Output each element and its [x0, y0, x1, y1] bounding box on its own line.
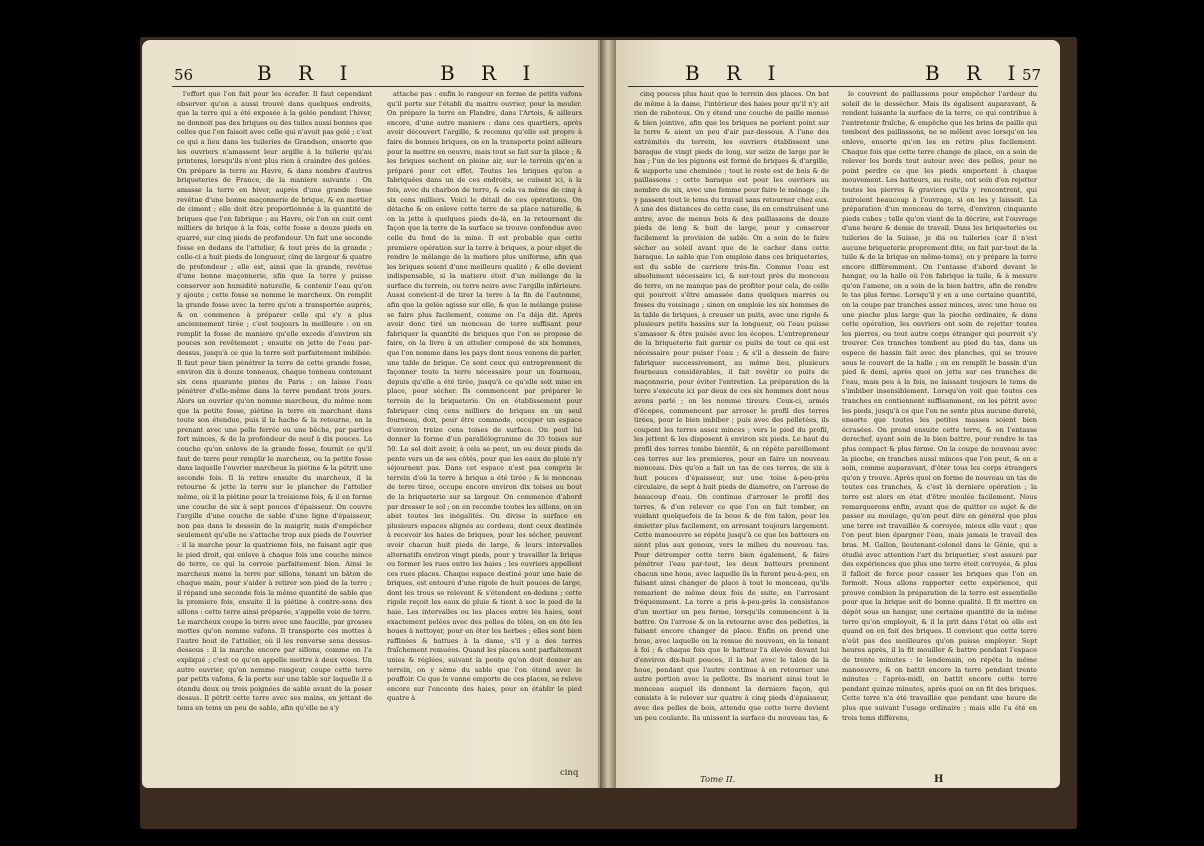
- right-running-head-1: B R I: [685, 61, 786, 85]
- left-page-number: 56: [174, 66, 194, 84]
- right-running-head-2: B R I: [925, 61, 1026, 85]
- left-column-1-text: l'effort que l'on fait pour les écrafer. Il faut cependant observer qu'on a aussi trouvé dans quelques endroits, que la terre qui a été exposée à la gelée pendant l'hiver, ne donnoit pas des briques ou des tuiles aussi bonnes que celles que l'on faisoit avec celle qui n'avoit pas gelé ; c'est ce qui a lieu dans les tuileries de Grandson, ensorte que les ouvriers n'amassent leur argille à la tuilerie qu'au printems, lorsqu'ils n'ont plus rien à craindre des gelées. On prépare la terre au Havre, & dans nombre d'autres briqueteries de France, de la maniere suivante : On amasse la terre en hiver, auprès d'une grande fosse revêtue d'une bonne maçonnerie de brique, & en mortier de ciment ; elle doit être proportionnée à la quantité de briques que l'on fabrique ; au Havre, où l'on en cuit cent milliers de brique à la fois, cette fosse a douze pieds en quarré, sur cinq pieds de profondeur. Un fait une seconde fosse en dedans de l'attelier, & tout près de la grande ; celle-ci a huit pieds de longueur, cinq de largeur & quatre de profondeur ; elle est, ainsi que la grande, revêtue d'une bonne maçonnerie, afin que la terre y puisse conserver son humidité naturelle, & contenir l'eau qu'on y ajoute ; cette fosse se nomme le marcheux. On remplit la grande fosse avec la terre qu'on a transportée auprès, & on commence à préparer celle qui s'y a plus anciennement tirée ; c'est toujours la meilleure : on en remplit la fosse de maniere qu'elle excede d'environ six pouces son revêtement ; ensuite on jette de l'eau par-dessus, jusqu'à ce que la terre soit parfaitement imbibée. Il faut pour bien pénétrer la terre de cette grande fosse, environ dix à douze tonneaux, chaque tonneau contenant six cens quarante pintes de Paris : on laisse l'eau pénétrer d'elle-même dans la terre pendant trois jours. Alors un ouvrier qu'on nomme marcheux, du même nom que la petite fosse, piétine la terre en marchant dans toute son étendue, puis il la hache & la retourne, en la prenant avec une pelle ferrée ou une bêche, par parties fort minces, & de la profondeur de neuf à dix pouces. La couche qu'on enleve de la grande fosse, fournit ce qu'il faut de terre pour remplir le marcheux, ou la petite fosse dans laquelle l'ouvrier marcheux la piétine & la pétrit une seconde fois. Il la retire ensuite du marcheux, il la retourne & jette la terre sur le plancher de l'attelier même, où il la piétine pour la troisieme fois, & il en forme une couche de six à sept pouces d'épaisseur. On couvre l'argille d'une couche de sable d'une ligne d'épaisseur, non pas dans le dessein de la maigrir, mais d'empêcher seulement qu'elle ne s'attache trop aux pieds de l'ouvrier : il la marche pour la quatrieme fois, ne faisant agir que le pied droit, qui enleve à chaque fois une couche mince de terre, ce qui la corroie parfaitement bien. Ainsi le marcheux mene la terre par sillons, tenant un bâton de chaque main, pour s'aider à retirer son pied de la terre ; il répand une seconde fois la même quantité de sable que la premiere fois, ensuite il la piétine à contre-sens des sillons : cette terre ainsi préparée, s'appelle voie de terre. Le marcheux coupe la terre avec une faucille, par grosses mottes qu'on nomme vafons. Il transporte ces mottes à l'autre bout de l'attelier, où il les renverse sens dessus-dessous : il la marche encore par sillons, comme on l'a expliqué ; c'est ce qu'on appelle mettre à deux voies. Un autre ouvrier, qu'on nomme rangeur, coupe cette terre par petits vafons, & la porte sur une table sur laquelle il a étendu deux ou trois poignées de sable avant de la poser dessus. Il pétrit cette terre avec ses mains, en jettant de tems en tems un peu de sable, afin qu'elle ne s'y: [177, 90, 372, 712]
- right-column-2: [842, 90, 1037, 740]
- left-catchword: cinq: [560, 768, 579, 778]
- left-running-head-1: B R I: [257, 61, 358, 85]
- book-gutter: [600, 40, 616, 788]
- left-column-2: [387, 90, 582, 740]
- left-running-head-2: B R I: [440, 61, 541, 85]
- right-column-2-text: le couvrent de paillassons pour empêcher l'ardeur du soleil de le dessécher. Mais ils égalisent auparavant, & rendent luisante la surface de la terre, ce qui contribue à l'entretenir fraîche, & empêche que les brins de paille qui tombent des paillassons, ne se mêlent avec lorsqu'on les enleve, ensorte qu'on les en retire plus facilement. Chaque fois que cette terre change de place, on a soin de relever les bords tout autour avec des pelles, pour ne point perdre ce que les pieds emportent à chaque mouvement. Les batteurs, au reste, ont soin d'en rejetter toutes les pierres & graviers qu'ils y rencontrent, qui nuiroient beaucoup à l'ouvrage, si on les y laissoit. La préparation d'un monceau de terre, d'environ cinquante pieds cubes ; telle qu'on vient de la décrire, est l'ouvrage d'une heure & demie de travail. Dans les briqueteries ou tuileries de la Suisse, je dis ou tuileries (car il n'est aucune briqueterie proprement dite, on fait par-tout de la tuile & de la brique en même-tems), on y prépare la terre encore différemment. On l'entasse d'abord devant le hangar, ou la halle où l'on fabrique la tuile, & à mesure qu'on l'amene, on a soin de la bien battre, afin de rendre le tas plus ferme. Lorsqu'il y en a une certaine quantité, on la coupe par tranches assez minces, avec une houe ou une pioche plus large que la pioche ordinaire, & dans cette opération, les ouvriers ont soin de rejetter toutes les pierres, ou tout autre corps étranger qui pourroit s'y trouver. Ces tranches tombent au pied du tas, dans un espece de bassin fait avec des planches, qui se trouve sous le couvert de la halle ; on en remplit le bassin d'un pied & demi, après quoi on jette sur ces tranches de l'eau, mais peu à la fois, ne laissant toujours le tems de s'imbiber insensiblement. Lorsqu'on voit que toutes ces tranches en contiennent suffisamment, on les pétrit avec les pieds, jusqu'à ce que l'on ne sente plus aucune dureté, ensorte que toutes les petites masses soient bien écrasées. On prend ensuite cette terre, & on l'entasse derechef, ayant soin de la bien battre, pour rendre le tas plus compact & plus ferme. On la coupe de nouveau avec la pioche, en tranches aussi minces que l'on peut, & on a soin, comme auparavant, d'ôter tous les corps étrangers qu'on y trouve. Après quoi on forme de nouveau un tas de toutes ces tranches, & c'est là derniere opération ; la terre est alors en état d'être moulée facilement. Nous remarquerons enfin, avant que de quitter ce sujet & de passer au moulage, qu'on peut dire en général que plus une terre est travaillée & corroyée, mieux elle vaut ; que l'on peut bien épargner l'eau, mais jamais le travail des bras. M. Gallon, lieutenant-colonel dans le Génie, qui a étudié avec attention l'art du briquetier, s'est assuré par des expériences que plus une terre étoit corroyée, & plus il falloit de force pour casser les briques que l'on en formoit. Nous allons rapporter cette expérience, qui prouve combien la préparation de la terre est essentielle pour que la brique soit de bonne qualité. Il fit mettre en dépôt sous un hangar, une certaine quantité de la même terre qu'on employoit, & il la prit dans l'état où elle est quand on en fait des briques. Il convient que cette terre n'eût pas des meilleures qu'on puisse employer. Sept heures après, il la fit mouiller & battre pendant l'espace de trente minutes : le lendemain, on répéta la même manoeuvre, & on battit encore la terre pendant trente minutes : l'après-midi, on battit encore cette terre pendant quinze minutes, après quoi on en fit des briques. Cette terre n'a été travaillée que pendant une heure de plus que suivant l'usage ordinaire ; mais elle l'a été en trois tems différens,: [842, 90, 1037, 722]
- left-header-rule: [172, 86, 584, 87]
- right-column-1-text: cinq pouces plus haut que le terrein des places. On bat de même à la dame, l'intérieur des haies pour qu'il n'y ait rien de raboteux. On y étend une couche de paille menue & bien jointive, afin que les briques ne portent point sur la terre & aient un peu d'air par-dessous. A l'une des extrémités du terrein, les ouvriers établissent une baraque de vingt pieds de long, sur seize de large par le bas ; l'un de les pignons est formé de briques & d'argille, & supporte une cheminée ; tout le reste est de bois & de paillassons ; cette baraque est pour les ouvriers au nombre de six, avec une femme pour faire le ménage ; ils y passent tout le tems du travail sans retourner chez eux. A une des distances de cette case, ils en construisent une autre, avec de menus bois & des paillassons de douze pieds de long & huit de large, pour y conserver facilement la provision de sable. On a soin de le faire sécher au soleil avant que de le cacher dans cette baraque. Le sable que l'on emploie dans ces briqueteries, est du sable de carriere très-fin. Comme l'eau est absolument nécessaire ici, & sur-tout près du monceau de terre, on ne manque pas de profiter pour cela, de celle qui pourroit s'être amassée dans quelques marres ou fosses du voisinage ; sinon on emploie les six hommes de la table de briques, à creuser un puits, avec une rigole & plusieurs petits bassins sur la longueur, où l'eau puisse s'amasser & être puisée avec les écopes. L'entrepreneur de la briqueterie fait garnir ce puits de tout ce qui est nécessaire pour puiser l'eau ; & s'il a dessein de faire fabriquer successivement, au même lieu, plusieurs fourneaux considérables, il fait revêtir ce puits de maçonnerie, pour éviter l'entretien. La préparation de la terre s'exécute ici par deux de ces six hommes dont nous avons parlé ; on les nomme tireurs. Ceux-ci, armés d'écopes, commencent par arroser le profil des terres tirées, pour le bien imbiber ; puis avec des pelletées, ils coupent les terres assez minces ; vers le pied du profil, les jettent & les disposent à environ six pieds. Le haut du profil des terres tombe bientôt, & on répète pareillement ces terres sur les premieres, pour en faire un nouveau monceau. Dès qu'on a fait un tas de ces terres, de six à huit pouces d'épaisseur, sur une toise à-peu-près circulaire, de sept à huit pieds de diametre, on l'arrose de beaucoup d'eau. On continue d'arroser le profil des terres, & d'en relever ce que l'on en fait tomber, en vuidant quelquefois de la boue & de fon talon, pour les émietter plus facilement, en arrosant toujours largement. Cette manoeuvre se répète jusqu'à ce que les batteurs en aient plus aux genoux, vers le milieu du nouveau tas. Pour détremper cette terre bien également, & faire pénétrer l'eau par-tout, les deux batteurs prennent chacun une houe, avec laquelle ils la furent peu-à-peu, en faisant ainsi changer de place à tout le monceau, qu'ils remarient de même deux fois de suite, en l'arrosant fréquemment. La terre a pris à-peu-près la consistance d'un mortier un peu ferme, lorsqu'ils commencent à la battre. On l'arrose & on la retourne avec des pellettes, la faisant encore changer de place. Enfin on prend une houe, avec laquelle on la remue de nouveau, en la tenant à foi ; & chaque fois que le batteur l'a élevée devant lui d'environ dix-huit pouces, il la bat avec le talon de la houe, pendant que l'autre continue à en retourner une autre portion avec la pellotte. Ils marient ainsi tout le monceau auquel ils donnent la derniere façon, qui consiste à le relever sur quatre à cinq pieds d'épaisseur, avec des pelles de bois, attendu que cette terre devient un peu coulante. Ils unissent la surface du nouveau tas, &: [634, 90, 829, 722]
- right-column-1: [634, 90, 829, 740]
- left-column-2-text: attache pas : enfin le rangeur en forme de petits vafons qu'il porte sur l'établi du maitre ouvrier, pour la mouler. On prépare la terre en Flandre, dans l'Artois, & ailleurs encore, d'une autre maniere : dans ces quartiers, après avoir découvert l'argille, & reconnu qu'elle est propre à faire de bonnes briques, on en la transporte point ailleurs pour la mettre en oeuvre, mais tout se fait sur la place ; & les briques sechent en pleine air, sur le terrein qu'on a préparé pour cet effet. Toutes les briques qu'on a fabriquées dans un de ces endroits, se cuisent ici, à la fois, avec du charbon de terre, & cela va même de cinq à six cens milliers. Voici le détail de ces opérations. On détache & on enleve cette terre de sa place naturelle, & on la jette à quelques pieds de-là, en la retournant de façon que la terre de la surface se trouve confondue avec celle du fond de la mine. Il est probable que cette premiere opération sur la terre à briques, a pour objet de rendre le mélange de la matiere plus uniforme, afin que les briques soient d'une meilleure qualité ; & elle devient indispensable, si la matiere étoit d'un mélange de la surface du terrein, ou terre noire avec l'argille inférieure. Aussi convient-il de tirer la terre à la fin de l'automne, afin que la gelée agisse sur elle, & que le mélange puisse se faire plus facilement, comme on l'a déja dit. Après avoir donc tiré un monceau de terre suffisant pour fabriquer la quantité de briques que l'on se propose de faire, on la livre à un attelier composé de six hommes, que l'on nomme dans les pays dont nous venons de parler, une table de brique. Ce sont ceux qui entreprennent de façonner toute la terre nécessaire pour un fourneau, depuis qu'elle a été tirée, jusqu'à ce qu'elle soit mise en place, pour sécher. Ils commencent par préparer le terrein de la briqueterie. On en établissement pour fabriquer cinq cens milliers de briques en un seul fourneau, doit, pour être commode, occuper un espace d'environ treize cens toises de surface. On peut lui donner la forme d'un parallélogramme de 35 toises sur 50. Le sol doit avoir, à cela se peut, un ou deux pieds de pente vers un de ses côtés, pour que les eaux de pluie n'y séjournent pas. Dans cet espace n'est pas compris le terrein d'où la terre à brique a été tirée ; & le monceau de terre tiree, occupe encore environ dix toises au bout de la briqueterie sur sa largeur. On commence d'abord par dresser le sol ; on en recombe toutes les sillons, on en abat toutes les inégalités. On divise la surface en plusieurs espaces alignés au cordeau, dont ceux destinés à recevoir les haies de briques, pour les sécher, peuvent avoir chacun huit pieds de large, & leurs intervalles alternatifs environ vingt pieds, pour y travailler la brique ou former les rues entre les haies ; les ouvriers appellent ces rues places. Chaque espace destiné pour une haie de briques, est entouré d'une rigole de huit pouces de large, dont les trous se relevent & s'étendent en-dedans ; cette rigole reçoit les eaux de pluie & tient à sec le pied de la haie. Les intervalles ou les places entre les haies, sont exactement pelées avec des pelles de tôles, on en ôte les houes à nettoyer, pour en ôter les herbes ; elles sont bien raffinées & battues à la dame, s'il y a des terres fraîchement remuées. Quand les places sont parfaitement unies & réglées, suivant la pente qu'on doit donner au terrein, on y sème du sable que l'on étend avec le pouffoir. Ce que le vanne emporte de ces places, se releve encore sur l'encente des haies, pour en établir le pied quatre à: [387, 90, 582, 703]
- right-footer-tome: Tome II.: [700, 775, 736, 785]
- right-signature-mark: H: [934, 774, 944, 785]
- left-column-1: [177, 90, 372, 740]
- right-page-number: 57: [1022, 66, 1042, 84]
- right-header-rule: [628, 86, 1038, 87]
